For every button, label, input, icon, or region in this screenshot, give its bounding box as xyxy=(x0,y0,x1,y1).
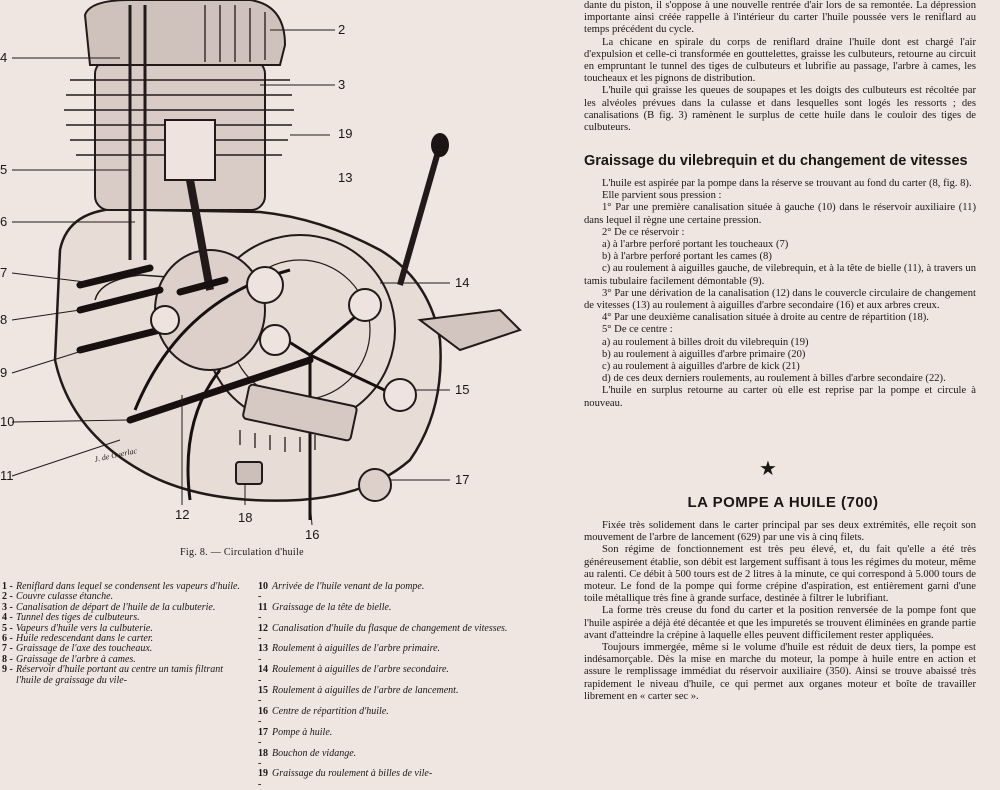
legend-number: 3 - xyxy=(2,601,13,613)
section-oil-pump-body xyxy=(584,520,976,703)
legend-item xyxy=(258,665,508,686)
paragraph: c) au roulement à aiguilles d'arbre de kick (21) xyxy=(602,361,800,373)
paragraph: a) au roulement à billes droit du vilebrequin (19) xyxy=(602,336,809,348)
text-column xyxy=(580,0,986,706)
callout-8: 8 xyxy=(0,312,8,327)
legend-number: 6 - xyxy=(2,633,13,645)
legend-number: 12 - xyxy=(258,622,268,645)
legend-text: Reniflard dans lequel se condensent les vapeurs d'huile. xyxy=(16,581,240,592)
legend-text: Roulement à aiguilles de l'arbre primaire. xyxy=(272,643,441,655)
bearing-15 xyxy=(384,379,416,411)
legend-item xyxy=(258,686,508,707)
paragraph: b) à l'arbre perforé portant les cames (8) xyxy=(602,251,772,263)
callout-2: 2 xyxy=(338,22,346,37)
legend-text: Vapeurs d'huile vers la culbuterie. xyxy=(16,622,153,634)
callout-11: 11 xyxy=(0,468,14,483)
paragraph: Toujours immergée, même si le volume d'huile est réduit de deux tiers, la pompe est indésamorçable. Dès la mise en marche du moteur, la pompe à huile entre en action et assure le remplissage immédiat du réservoir auxiliaire (350). Ainsi se trouve abaissé très rapidement le niveau d'huile, ce qui permet aux organes moteur et boîte de travailler librement en « carter sec ». xyxy=(584,642,976,702)
paragraph: a) à l'arbre perforé portant les toucheaux (7) xyxy=(602,239,789,251)
callout-6: 6 xyxy=(0,214,8,229)
legend-text: Arrivée de l'huile venant de la pompe. xyxy=(272,581,425,592)
callout-18: 18 xyxy=(238,510,253,525)
artist-signature: J. de Guerlac xyxy=(93,446,138,464)
section-crankshaft-body xyxy=(584,178,976,410)
legend-left xyxy=(2,582,240,686)
engine-oil-circulation-diagram xyxy=(0,0,556,560)
legend-text: Graissage de la tête de bielle. xyxy=(272,601,392,613)
legend-text: Graissage de l'arbre à cames. xyxy=(16,653,136,665)
cylinder-head xyxy=(85,0,285,65)
callout-16: 16 xyxy=(305,527,320,542)
legend-item xyxy=(258,728,508,749)
legend-item xyxy=(258,749,508,770)
paragraph: Fixée très solidement dans le carter principal par ses deux extrémités, elle reçoit son mouvement de l'arbre de lancement (629) par une vis à cinq filets. xyxy=(584,520,976,544)
legend-text: Réservoir d'huile portant au centre un tamis filtrant l'huile de graissage du vile- xyxy=(16,664,224,686)
paragraph: dante du piston, il s'oppose à une nouvelle rentrée d'air lors de sa remontée. La dépression importante ainsi créée rappelle à l'intérieur du carter l'huile poussée vers le reniflard au temps précédent du cycle. xyxy=(584,0,976,36)
callout-4: 4 xyxy=(0,50,8,65)
paragraph: 4° Par une deuxième canalisation située à droite au centre de répartition (18). xyxy=(602,312,929,324)
paragraph: d) de ces deux derniers roulements, au roulement à billes d'arbre secondaire (22). xyxy=(602,373,946,385)
paragraph: L'huile en surplus retourne au carter où elle est reprise par la pompe et circule à nouveau. xyxy=(584,385,976,409)
callout-9: 9 xyxy=(0,365,8,380)
legend-number: 11 - xyxy=(258,601,268,624)
legend-number: 13 - xyxy=(258,643,268,665)
drain-plug xyxy=(236,462,262,484)
callout-5: 5 xyxy=(0,162,8,177)
legend-number: 10 - xyxy=(258,581,268,603)
legend-text: Graissage de l'axe des toucheaux. xyxy=(16,643,153,655)
legend-text: Tunnel des tiges de culbuteurs. xyxy=(16,612,140,624)
paragraph: 2° De ce réservoir : xyxy=(602,226,685,238)
callout-15: 15 xyxy=(455,382,470,397)
callout-17: 17 xyxy=(455,472,470,487)
paragraph: 5° De ce centre : xyxy=(602,324,673,336)
legend-number: 19 - xyxy=(258,768,268,790)
callout-10: 10 xyxy=(0,414,15,429)
legend-number: 16 - xyxy=(258,705,268,728)
legend-text: Roulement à aiguilles de l'arbre de lancement. xyxy=(272,685,459,697)
paragraph: La chicane en spirale du corps de reniflard draine l'huile dont est chargé l'air d'expulsion et celle-ci transformée en gouttelettes, graisse les culbuteurs, retourne au circuit en empruntant le tunnel des tiges de culbuteurs et lubrifie au passage, l'arbre à cames, les toucheaux et les pignons de distribution. xyxy=(584,36,976,85)
callout-7: 7 xyxy=(0,265,8,280)
paragraph: b) au roulement à aiguilles d'arbre primaire (20) xyxy=(602,348,806,360)
paragraph: L'huile est aspirée par la pompe dans la réserve se trouvant au fond du carter (8, fig. 8). xyxy=(602,178,972,189)
legend-item xyxy=(258,624,508,645)
legend-right xyxy=(258,582,508,790)
legend-number: 5 - xyxy=(2,622,13,634)
callout-19: 19 xyxy=(338,126,353,141)
intro-paragraphs xyxy=(584,0,976,134)
legend-item xyxy=(258,707,508,728)
paragraph: 1° Par une première canalisation située à gauche (10) dans le réservoir auxiliaire (11) dans lequel il règne une certaine pression. xyxy=(584,202,976,226)
legend-text: Huile redescendant dans le carter. xyxy=(16,633,154,645)
legend-text: Canalisation d'huile du flasque de changement de vitesses. xyxy=(272,622,508,634)
legend-number: 8 - xyxy=(2,653,13,665)
legend-text: Roulement à aiguilles de l'arbre secondaire. xyxy=(272,664,449,676)
paragraph: La forme très creuse du fond du carter et la position renversée de la pompe font que l'huile aspirée a déjà été décantée et que les impuretés se trouvent éliminées en grande partie avant d'atteindre la crépine à laquelle elles peuvent difficilement rester appliquées. xyxy=(584,605,976,641)
legend-number: 18 - xyxy=(258,747,268,769)
legend-number: 7 - xyxy=(2,643,13,655)
legend-item xyxy=(258,769,508,790)
legend-item xyxy=(258,644,508,665)
gear-lever xyxy=(400,145,440,285)
callout-14: 14 xyxy=(455,275,470,290)
paragraph: L'huile qui graisse les queues de soupapes et les doigts des culbuteurs est récoltée par les alvéoles prévues dans la culasse et dans lesquelles sont logés les ressorts ; des canalisations (B fig. 3) ramènent le surplus de cette huile dans le couloir des tiges de culbuteurs. xyxy=(584,85,976,134)
legend-number: 15 - xyxy=(258,685,268,707)
bearing-13 xyxy=(260,325,290,355)
legend-text: Pompe à huile. xyxy=(272,726,333,738)
bearing-14 xyxy=(349,289,381,321)
callout-3: 3 xyxy=(338,77,346,92)
legend-text: Canalisation de départ de l'huile de la culbuterie. xyxy=(16,601,216,613)
legend-text: Graissage du roulement à billes de vile- xyxy=(272,768,433,780)
star-ornament: ★ xyxy=(759,458,777,480)
legend-text: Bouchon de vidange. xyxy=(272,747,357,759)
legend-number: 4 - xyxy=(2,612,13,624)
legend-text: Couvre culasse étanche. xyxy=(16,591,114,603)
paragraph: c) au roulement à aiguilles gauche, de vilebrequin, et à la tête de bielle (11), à travers un tamis tubulaire facilement démontable (9). xyxy=(584,263,976,287)
legend-item xyxy=(258,582,508,603)
legend-item xyxy=(2,665,240,686)
legend-number: 2 - xyxy=(2,591,13,603)
legend-number: 1 - xyxy=(2,581,13,592)
callout-13: 13 xyxy=(338,170,353,185)
paragraph: 3° Par une dérivation de la canalisation (12) dans le couvercle circulaire de changement de vitesses (13) au roulement à aiguilles d'arbre secondaire (16) et aux arbres creux. xyxy=(584,287,976,312)
legend-number: 9 - xyxy=(2,664,13,676)
section-heading-crankshaft-lubrication: Graissage du vilebrequin et du changement de vitesses xyxy=(584,153,968,169)
paragraph: Son régime de fonctionnement est très peu élevé, et, du fait qu'elle a été très généreusement établie, son débit est largement suffisant à tous les régimes du moteur, même au ralenti. Ce débit à 500 tours est de 2 litres à la minute, ce qui correspond à 5.000 tours de moteur. Le fond de la pompe qui forme crépine d'aspiration, est entièrement garni d'une toile métallique très fine à grande surface, destinée à filtrer le lubrifiant. xyxy=(584,544,976,605)
callout-12: 12 xyxy=(175,507,190,522)
section-heading-oil-pump: LA POMPE A HUILE (700) xyxy=(687,494,879,511)
figure-caption: Fig. 8. — Circulation d'huile xyxy=(180,547,304,558)
legend-text: Centre de répartition d'huile. xyxy=(272,705,389,717)
legend-item xyxy=(258,603,508,624)
legend-number: 14 - xyxy=(258,664,268,686)
paragraph: Elle parvient sous pression : xyxy=(602,190,722,202)
legend-number: 17 - xyxy=(258,726,268,749)
piston xyxy=(165,120,215,180)
